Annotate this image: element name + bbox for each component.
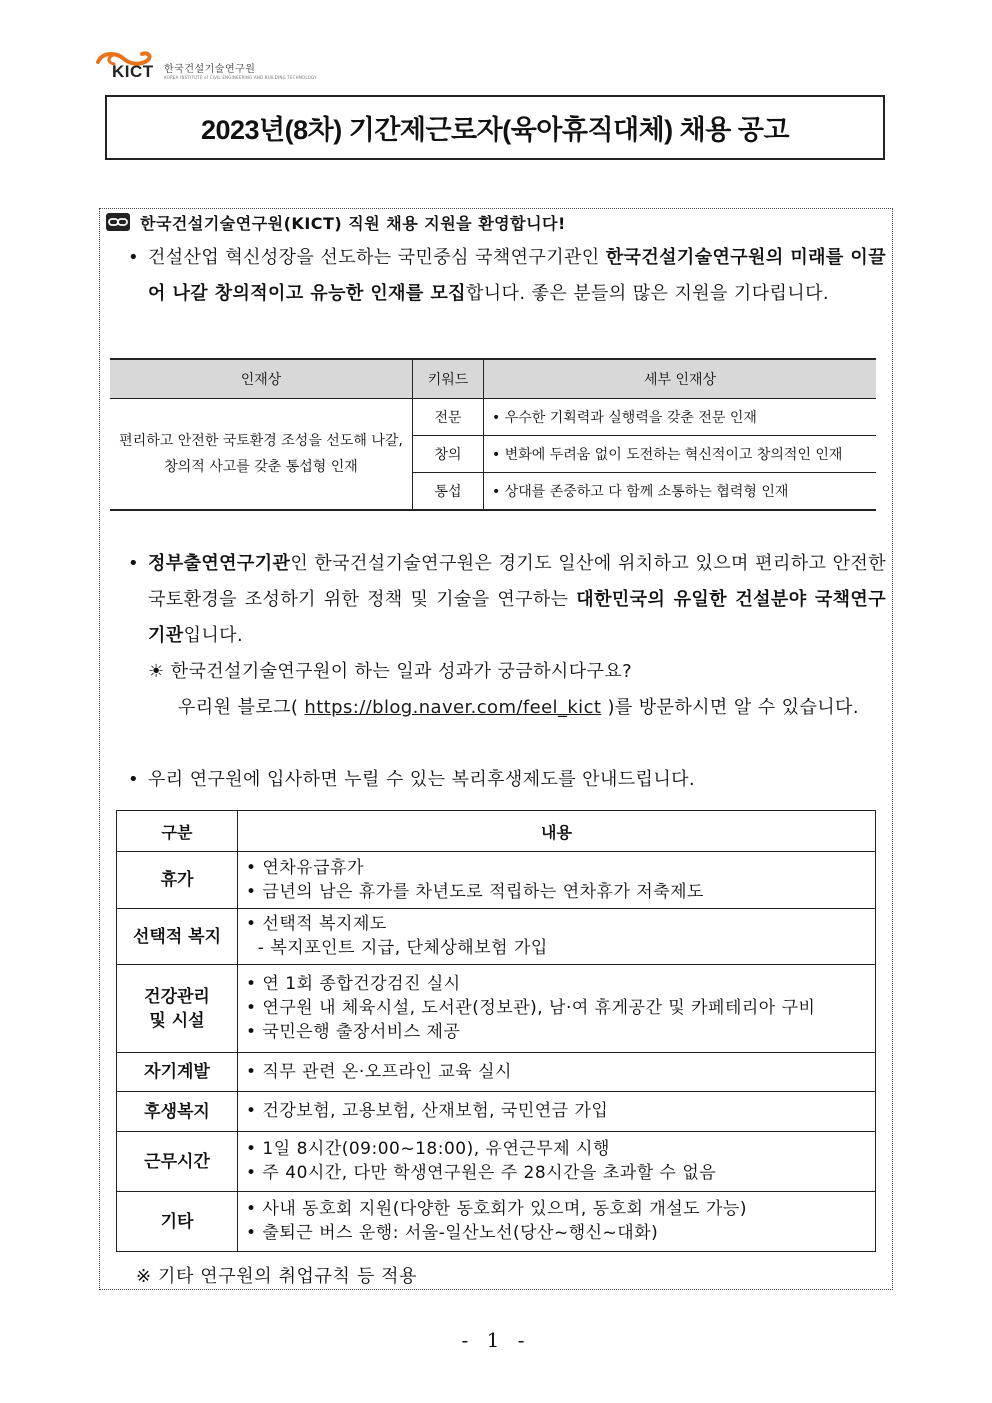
table-row	[117, 909, 876, 965]
content-line: • 연구원 내 체육시설, 도서관(정보관), 남·여 휴게공간 및 카페테리아 구비	[246, 998, 816, 1018]
content-cell	[238, 965, 876, 1053]
talent-description	[110, 399, 413, 511]
institute-text-b: 인 한국건설기술연구원은 경기도 일산에 위치하고 있으며 편리하고 안전한 국토환경을 조성하기 위한 정책 및 기술을 연구하는	[148, 553, 886, 610]
category-cell: 후생복지	[117, 1092, 238, 1132]
content-cell	[238, 1053, 876, 1092]
footnote: ※ 기타 연구원의 취업규칙 등 적용	[136, 1266, 418, 1287]
detail-cell: • 상대를 존중하고 다 함께 소통하는 협력형 인재	[484, 473, 877, 511]
table-row	[117, 1132, 876, 1192]
welcome-text: 한국건설기술연구원(KICT) 직원 채용 지원을 환영합니다!	[140, 213, 566, 233]
category-cell: 자기계발	[117, 1053, 238, 1092]
talent-table	[110, 358, 876, 511]
curious-text: 한국건설기술연구원이 하는 일과 성과가 궁금하시다구요?	[170, 661, 633, 682]
logo-text: KICT	[112, 62, 154, 81]
title-box	[105, 95, 885, 160]
keyword-cell: 창의	[413, 436, 484, 473]
logo-english-name: KOREA INSTITUTE of CIVIL ENGINEERING AND BUILDING TECHNOLOGY	[164, 75, 317, 80]
category-cell: 선택적 복지	[117, 909, 238, 965]
blog-link[interactable]: https://blog.naver.com/feel_kict	[304, 697, 602, 718]
institute-text-bold-c: 대한민국의 유일한 건설분야 국책연구기관	[148, 589, 886, 646]
blog-line	[178, 690, 884, 726]
detail-cell: • 우수한 기획력과 실행력을 갖춘 전문 인재	[484, 399, 877, 436]
institute-text-d: 입니다.	[183, 625, 244, 646]
content-line: • 건강보험, 고용보험, 산재보험, 국민연금 가입	[246, 1101, 609, 1121]
content-cell	[238, 1092, 876, 1132]
content-line: • 연차유급휴가	[246, 857, 364, 878]
institute-paragraph	[128, 546, 886, 654]
logo-institute-name: 한국건설기술연구원	[164, 64, 256, 75]
keyword-cell: 통섭	[413, 473, 484, 511]
page-number: - 1 -	[461, 1328, 531, 1352]
header-talent: 인재상	[110, 359, 413, 399]
talent-line-1: 편리하고 안전한 국토환경 조성을 선도해 나갈,	[119, 433, 403, 449]
bullet: •	[128, 247, 140, 268]
content-line: • 1일 8시간(09:00~18:00), 유연근무제 시행	[246, 1139, 610, 1159]
category-line-2: 및 시설	[149, 1010, 205, 1031]
talent-line-2: 창의적 사고를 갖춘 통섭형 인재	[164, 459, 358, 475]
welfare-intro-text: 우리 연구원에 입사하면 누릴 수 있는 복리후생제도를 안내드립니다.	[148, 769, 696, 790]
detail-cell: • 변화에 두려움 없이 도전하는 혁신적이고 창의적인 인재	[484, 436, 877, 473]
welfare-table-header	[117, 811, 876, 852]
content-cell	[238, 1192, 876, 1252]
intro-text-c: 합니다. 좋은 분들의 많은 지원을 기다립니다.	[465, 283, 829, 304]
logo-mark	[96, 48, 166, 82]
talent-table-header	[110, 359, 876, 399]
blog-post: )를 방문하시면 알 수 있습니다.	[601, 697, 859, 718]
intro-text-a: 건설산업 혁신성장을 선도하는 국민중심 국책연구기관인	[148, 247, 606, 268]
table-row	[117, 852, 876, 909]
welcome-heading	[106, 210, 566, 234]
welfare-table	[116, 810, 876, 1252]
header-category: 구분	[117, 811, 238, 852]
table-row	[110, 399, 876, 436]
bullet: •	[128, 553, 140, 574]
institute-text-bold-a: 정부출연연구기관	[148, 553, 291, 574]
category-cell: 기타	[117, 1192, 238, 1252]
content-line: • 직무 관련 온·오프라인 교육 실시	[246, 1061, 512, 1082]
content-line: • 연 1회 종합건강검진 실시	[246, 974, 461, 994]
table-row	[117, 1092, 876, 1132]
blog-pre: 우리원 블로그(	[178, 697, 305, 718]
content-line: • 출퇴근 버스 운행: 서울-일산노선(당산~행신~대화)	[246, 1223, 659, 1243]
sun-icon: ☀	[148, 661, 165, 682]
content-cell	[238, 852, 876, 909]
content-line: • 사내 동호회 지원(다양한 동호회가 있으며, 동호회 개설도 가능)	[246, 1199, 747, 1219]
category-line-1: 건강관리	[144, 986, 210, 1007]
content-line: • 선택적 복지제도	[246, 914, 387, 934]
kict-logo	[96, 48, 317, 82]
content-line: - 복지포인트 지급, 단체상해보험 가입	[246, 938, 548, 958]
welfare-intro	[128, 762, 886, 798]
content-cell	[238, 1132, 876, 1192]
content-line: • 주 40시간, 다만 학생연구원은 주 28시간을 초과할 수 없음	[246, 1163, 717, 1183]
content-line: • 국민은행 출장서비스 제공	[246, 1022, 461, 1042]
content-line: • 금년의 남은 휴가를 차년도로 적립하는 연차휴가 저축제도	[246, 881, 704, 902]
page-title: 2023년(8차) 기간제근로자(육아휴직대체) 채용 공고	[200, 115, 790, 145]
table-row	[117, 1053, 876, 1092]
bullet: •	[128, 769, 140, 790]
content-cell	[238, 909, 876, 965]
link-icon	[106, 213, 130, 231]
category-cell: 근무시간	[117, 1132, 238, 1192]
header-content: 내용	[238, 811, 876, 852]
category-cell: 휴가	[117, 852, 238, 909]
table-row	[117, 1192, 876, 1252]
table-row	[117, 965, 876, 1053]
curious-line	[148, 654, 632, 690]
category-cell	[117, 965, 238, 1053]
header-keyword: 키워드	[413, 359, 484, 399]
intro-paragraph	[128, 240, 886, 312]
header-detail: 세부 인재상	[484, 359, 877, 399]
keyword-cell: 전문	[413, 399, 484, 436]
intro-text-bold: 한국건설기술연구원의 미래를 이끌어 나갈 창의적이고 유능한 인재를 모집	[148, 247, 886, 304]
